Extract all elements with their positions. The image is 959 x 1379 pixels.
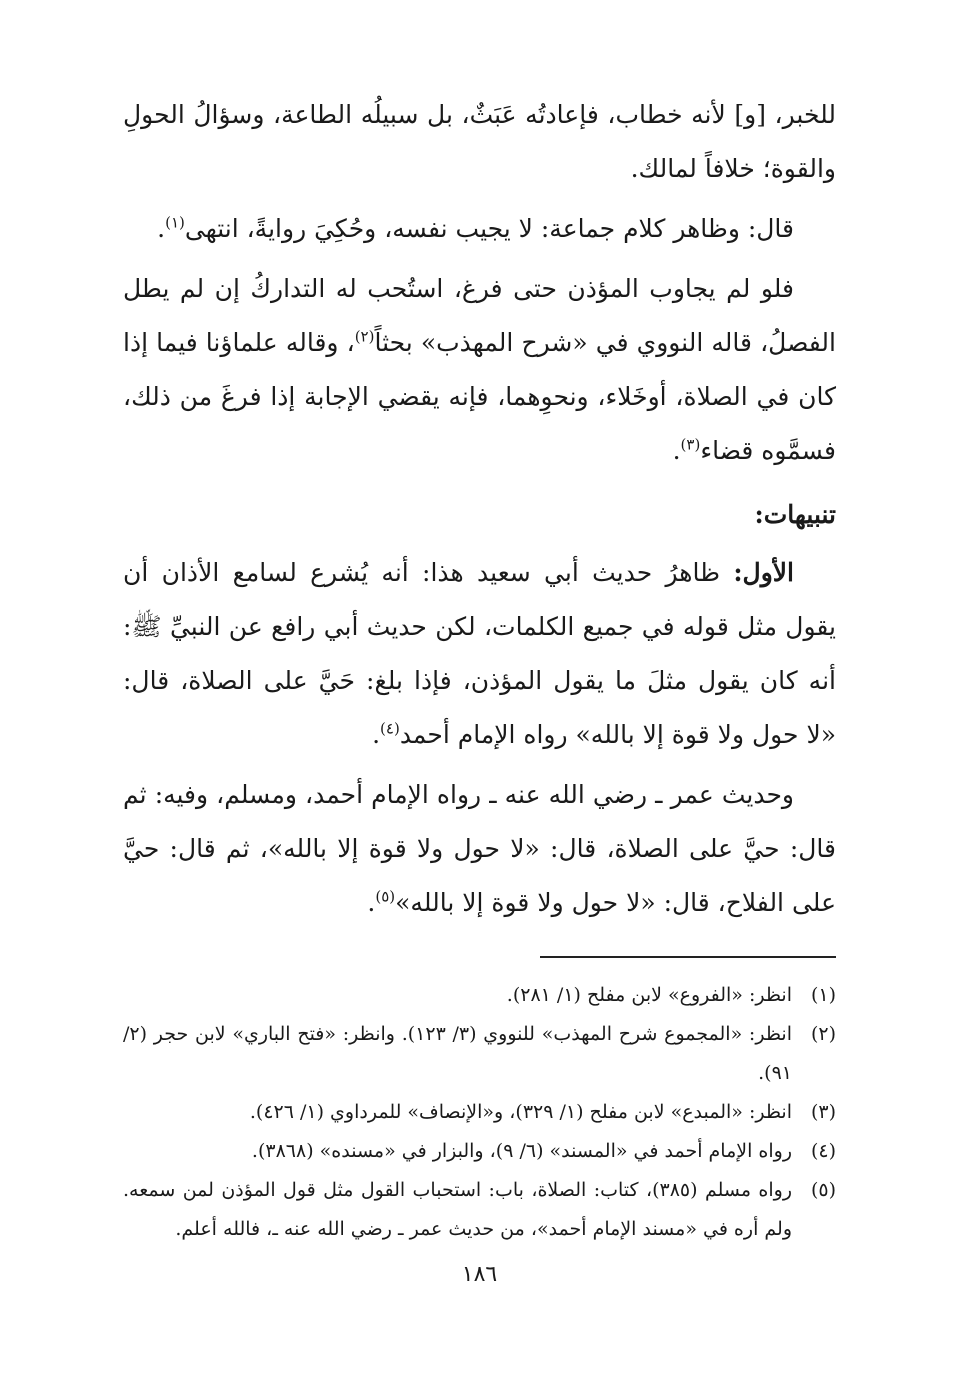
footnote-number: (١) bbox=[810, 984, 836, 1006]
paragraph-2 bbox=[123, 202, 836, 256]
footnote-ref-1[interactable]: (١) bbox=[165, 213, 185, 232]
footnote-3 bbox=[123, 1093, 836, 1132]
section-heading: تنبيهات: bbox=[754, 500, 836, 529]
paragraph-3 bbox=[123, 262, 836, 478]
paragraph-5-text: وحديث عمر ـ رضي الله عنه ـ رواه الإمام أحمد، ومسلم، وفيه: ثم قال: حيَّ على الصلاة، قال: «لا حول ولا قوة إلا بالله»، ثم قال: حيَّ على الفلاح، قال: «لا حول ولا قوة إلا بالله» bbox=[123, 780, 836, 917]
paragraph-5 bbox=[123, 768, 836, 930]
footnote-number: (٥) bbox=[810, 1179, 836, 1201]
footnote-number: (٤) bbox=[810, 1140, 836, 1162]
footnote-4 bbox=[123, 1132, 836, 1171]
footnote-text: انظر: «المبدع» لابن مفلح (١/ ٣٢٩)، و«الإنصاف» للمرداوي (١/ ٤٢٦). bbox=[249, 1101, 792, 1123]
footnote-ref-4[interactable]: (٤) bbox=[380, 719, 400, 738]
footnote-1 bbox=[123, 976, 836, 1015]
paragraph-4 bbox=[123, 546, 836, 762]
footnote-ref-2[interactable]: (٢) bbox=[354, 327, 375, 346]
page-number: ١٨٦ bbox=[461, 1262, 498, 1287]
paragraph-1-text: للخبر، [و] لأنه خطاب، فإعادتُه عَبَثٌ، بل سبيلُه الطاعة، وسؤالُ الحولِ والقوة؛ خلافاً لمالك. bbox=[123, 100, 836, 183]
footnote-5 bbox=[123, 1171, 836, 1249]
paragraph-4-text: ظاهرُ حديث أبي سعيد هذا: أنه يُشرع لسامع الأذان أن يقول مثل قوله في جميع الكلمات، لكن حديث أبي رافع عن النبيِّ ﷺ: أنه كان يقول مثلَ ما يقول المؤذن، فإذا بلغ: حَيَّ على الصلاة، قال: «لا حول ولا قوة إلا بالله» رواه الإمام أحمد bbox=[123, 558, 836, 749]
footnote-text: انظر: «المجموع شرح المهذب» للنووي (٣/ ١٢٣). وانظر: «فتح الباري» لابن حجر (٢/ ٩١). bbox=[123, 1023, 792, 1084]
paragraph-3-text-b: ، وقاله علماؤنا فيما إذا كان في الصلاة، أوخَلاء، ونحوِهما، فإنه يقضي الإجابة إذا فرغَ من ذلك، فسمَّوه قضاء bbox=[123, 328, 836, 465]
page-body bbox=[123, 88, 836, 1249]
paragraph-4-tail: . bbox=[372, 720, 381, 749]
paragraph-3-text-a: فلو لم يجاوب المؤذن حتى فرغ، استُحب له التداركُ إن لم يطل الفصلُ، قاله النووي في «شرح المهذب» بحثاً bbox=[123, 274, 836, 357]
paragraph-3-tail: . bbox=[672, 436, 681, 465]
footnote-ref-5[interactable]: (٥) bbox=[375, 887, 396, 906]
footnote-text: رواه الإمام أحمد في «المسند» (٦/ ٩)، والبزار في «مسنده» (٣٨٦٨). bbox=[251, 1140, 792, 1162]
footnote-ref-3[interactable]: (٣) bbox=[680, 435, 701, 454]
paragraph-2-tail: . bbox=[157, 214, 166, 243]
paragraph-4-lead: الأول: bbox=[733, 558, 794, 587]
paragraph-2-text: قال: وظاهر كلام جماعة: لا يجيب نفسه، وحُكِيَ روايةً، انتهى bbox=[184, 214, 794, 243]
footnotes bbox=[123, 976, 836, 1249]
footnote-separator bbox=[540, 956, 836, 958]
footnote-text: انظر: «الفروع» لابن مفلح (١/ ٢٨١). bbox=[506, 984, 792, 1006]
paragraph-5-tail: . bbox=[367, 888, 376, 917]
paragraph-1 bbox=[123, 88, 836, 196]
footnote-number: (٣) bbox=[810, 1101, 836, 1123]
main-text bbox=[123, 88, 836, 930]
footnote-number: (٢) bbox=[810, 1023, 836, 1045]
footnote-2 bbox=[123, 1015, 836, 1093]
footnote-text: رواه مسلم (٣٨٥)، كتاب: الصلاة، باب: استحباب القول مثل قول المؤذن لمن سمعه. ولم أره في «مسند الإمام أحمد»، من حديث عمر ـ رضي الله عنه ـ، فالله أعلم. bbox=[123, 1179, 792, 1240]
